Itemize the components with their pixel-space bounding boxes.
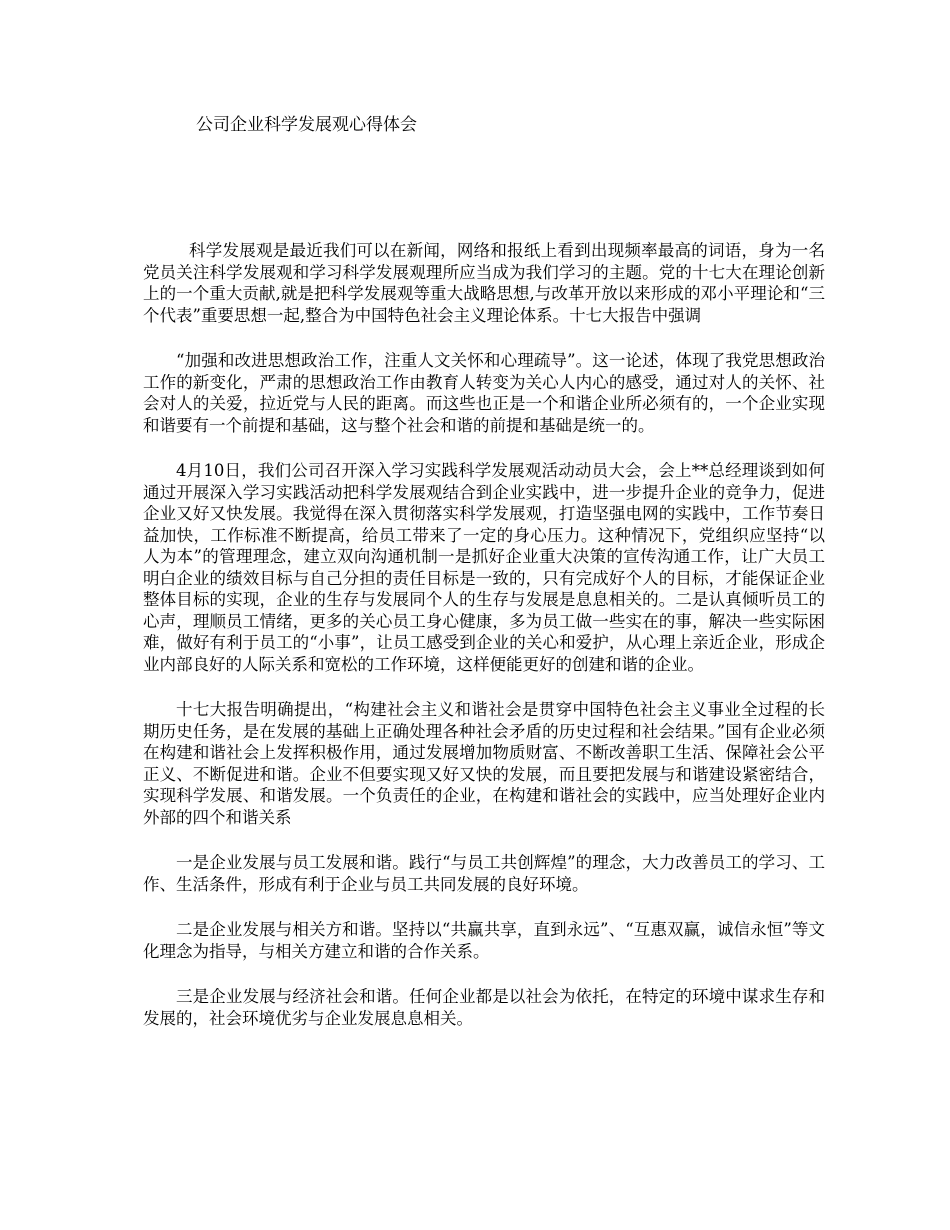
paragraph: “加强和改进思想政治工作，注重人文关怀和心理疏导”。这一论述，体现了我党思想政治工作的新变化，严肃的思想政治工作由教育人转变为关心人内心的感受，通过对人的关怀、社会对人的关爱，拉近党与人民的距离。而这些也正是一个和谐企业所必须有的，一个企业实现和谐要有一个前提和基础，这与整个社会和谐的前提和基础是统一的。 xyxy=(143,351,825,435)
paragraph: 4月10日，我们公司召开深入学习实践科学发展观活动动员大会，会上**总经理谈到如何通过开展深入学习实践活动把科学发展观结合到企业实践中，进一步提升企业的竞争力，促进企业又好又快发展。我觉得在深入贯彻落实科学发展观，打造坚强电网的实践中，工作节奏日益加快，工作标准不断提高，给员工带来了一定的身心压力。这种情况下，党组织应坚持“以人为本”的管理理念，建立双向沟通机制一是抓好企业重大决策的宣传沟通工作，让广大员工明白企业的绩效目标与自己分担的责任目标是一致的，只有完成好个人的目标，才能保证企业整体目标的实现，企业的生存与发展同个人的生存与发展是息息相关的。二是认真倾听员工的心声，理顺员工情绪，更多的关心员工身心健康，多为员工做一些实在的事，解决一些实际困难，做好有利于员工的“小事”，让员工感受到企业的关心和爱护，从心理上亲近企业，形成企业内部良好的人际关系和宽松的工作环境，这样便能更好的创建和谐的企业。 xyxy=(143,461,825,674)
paragraph: 三是企业发展与经济社会和谐。任何企业都是以社会为依托，在特定的环境中谋求生存和发展的，社会环境优劣与企业发展息息相关。 xyxy=(143,987,825,1028)
paragraph: 科学发展观是最近我们可以在新闻，网络和报纸上看到出现频率最高的词语，身为一名党员关注科学发展观和学习科学发展观理所应当成为我们学习的主题。党的十七大在理论创新上的一个重大贡献,就是把科学发展观等重大战略思想,与改革开放以来形成的邓小平理论和“三个代表”重要思想一起,整合为中国特色社会主义理论体系。十七大报告中强调 xyxy=(143,241,825,325)
document-title: 公司企业科学发展观心得体会 xyxy=(196,115,417,135)
document-body xyxy=(143,240,825,1053)
paragraph: 二是企业发展与相关方和谐。坚持以“共赢共享，直到永远”、“互惠双赢，诚信永恒”等文化理念为指导，与相关方建立和谐的合作关系。 xyxy=(143,920,825,961)
paragraph: 十七大报告明确提出，“构建社会主义和谐社会是贯穿中国特色社会主义事业全过程的长期历史任务，是在发展的基础上正确处理各种社会矛盾的历史过程和社会结果。”国有企业必须在构建和谐社会上发挥积极作用，通过发展增加物质财富、不断改善职工生活、保障社会公平正义、不断促进和谐。企业不但要实现又好又快的发展，而且要把发展与和谐建设紧密结合，实现科学发展、和谐发展。一个负责任的企业，在构建和谐社会的实践中，应当处理好企业内外部的四个和谐关系 xyxy=(143,700,825,827)
paragraph: 一是企业发展与员工发展和谐。践行“与员工共创辉煌”的理念，大力改善员工的学习、工作、生活条件，形成有利于企业与员工共同发展的良好环境。 xyxy=(143,853,825,894)
